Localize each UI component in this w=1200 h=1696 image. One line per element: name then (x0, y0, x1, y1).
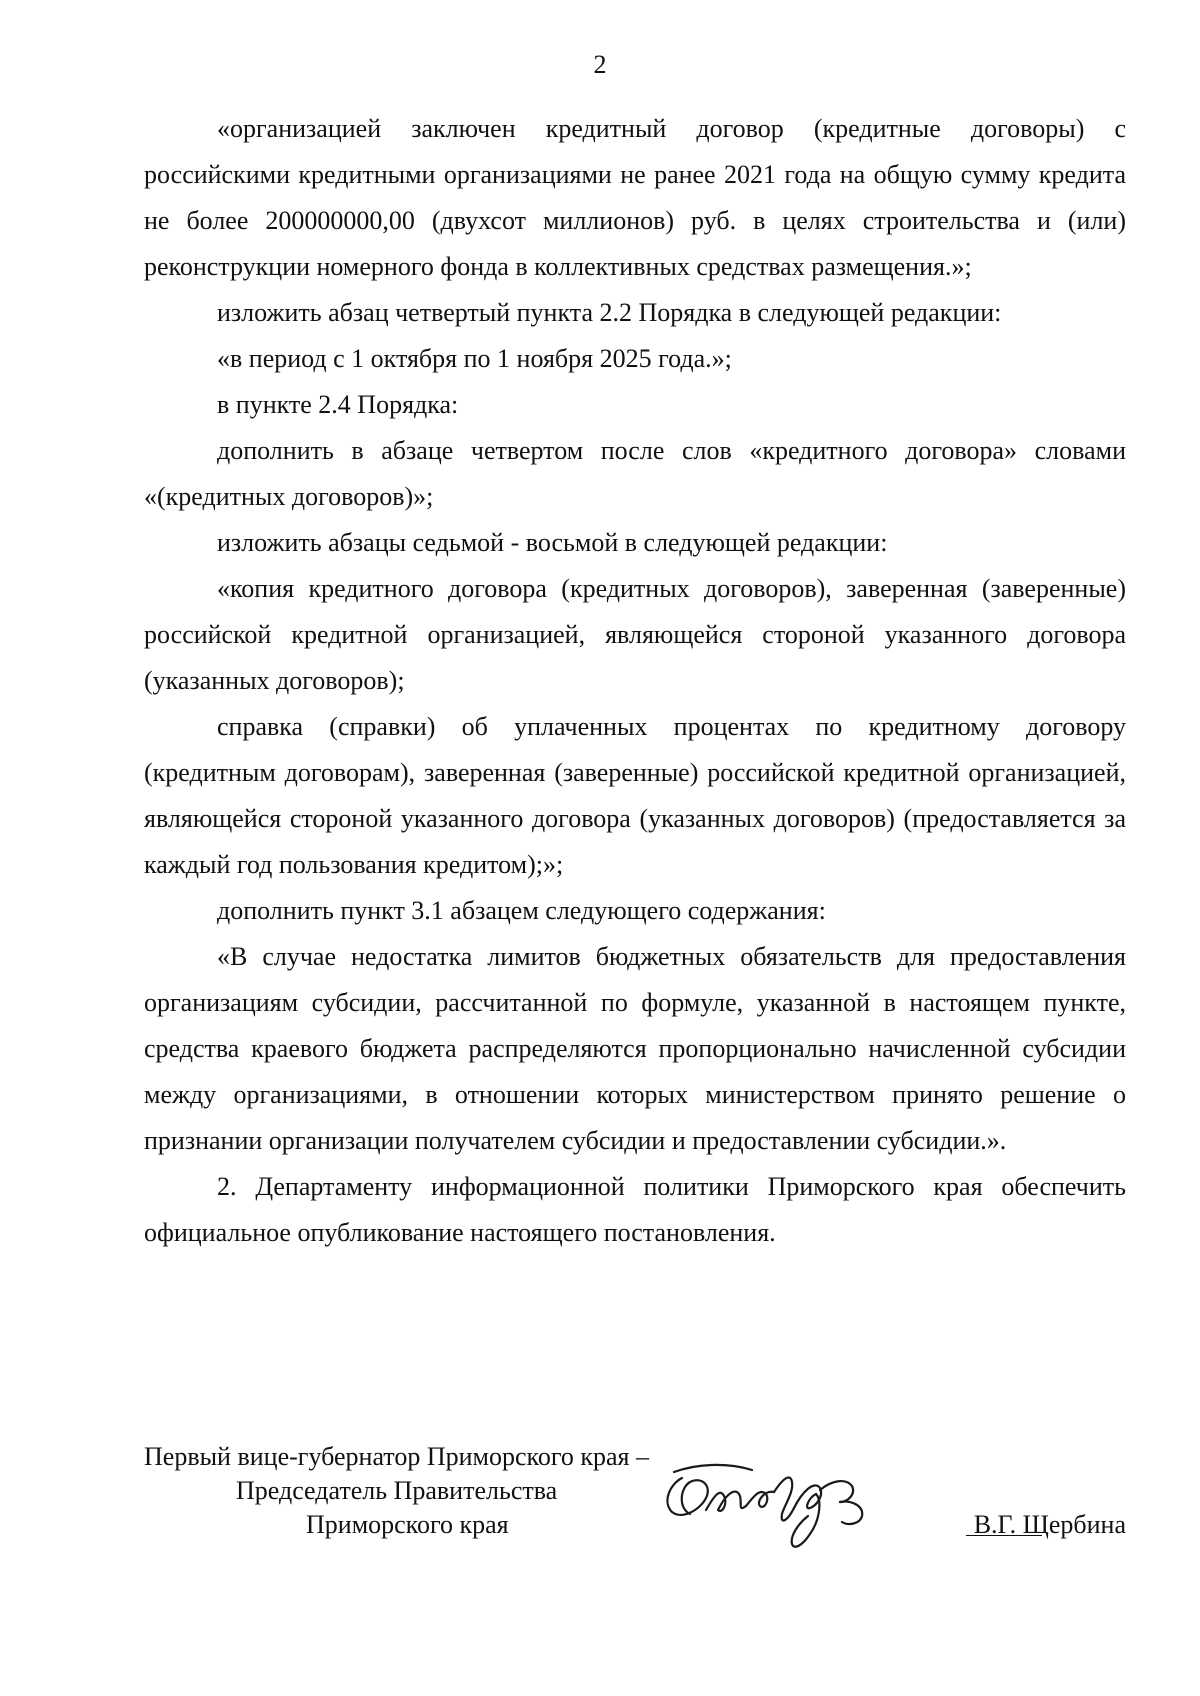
paragraph-3: «в период с 1 октября по 1 ноября 2025 года.»; (217, 344, 732, 373)
paragraph-7: «копия кредитного договора (кредитных договоров), заверенная (заверенные) российской кредитной организацией, являющейся стороной указанного договора (указанных договоров); (144, 574, 1126, 695)
paragraph-11: 2. Департаменту информационной политики Приморского края обеспечить официальное опубликование настоящего постановления. (144, 1172, 1126, 1247)
page-number: 2 (593, 50, 607, 79)
paragraph-6: изложить абзацы седьмой - восьмой в следующей редакции: (217, 528, 888, 557)
document-body (144, 106, 1126, 1256)
signer-name (974, 1508, 1126, 1542)
paragraph-4: в пункте 2.4 Порядка: (217, 390, 459, 419)
signer-title-line-2: Председатель Правительства (236, 1476, 558, 1505)
signer-title-line-3: Приморского края (306, 1510, 509, 1539)
signature-block (144, 1440, 1126, 1570)
handwritten-signature-image (656, 1450, 896, 1560)
paragraph-2: изложить абзац четвертый пункта 2.2 Порядка в следующей редакции: (217, 298, 1002, 327)
paragraph-5: дополнить в абзаце четвертом после слов «кредитного договора» словами «(кредитных договоров)»; (144, 436, 1126, 511)
paragraph-9: дополнить пункт 3.1 абзацем следующего содержания: (217, 896, 826, 925)
paragraph-10: «В случае недостатка лимитов бюджетных обязательств для предоставления организациям субсидии, рассчитанной по формуле, указанной в настоящем пункте, средства краевого бюджета распределяются пропорционально начисленной субсидии между организациями, в отношении которых министерством принято решение о признании организации получателем субсидии и предоставлении субсидии.». (144, 942, 1126, 1155)
signer-title-line-1: Первый вице-губернатор Приморского края – (144, 1442, 649, 1471)
signer-name-underline (966, 1535, 1042, 1536)
paragraph-1: «организацией заключен кредитный договор (кредитные договоры) с российскими кредитными организациями не ранее 2021 года на общую сумму кредита не более 200000000,00 (двухсот миллионов) руб. в целях строительства и (или) реконструкции номерного фонда в коллективных средствах размещения.»; (144, 114, 1126, 281)
paragraph-8: справка (справки) об уплаченных процентах по кредитному договору (кредитным договорам), заверенная (заверенные) российской кредитной организацией, являющейся стороной указанного договора (указанных договоров) (предоставляется за каждый год пользования кредитом);»; (144, 712, 1126, 879)
signer-name-text: В.Г. Щербина (973, 1510, 1126, 1539)
